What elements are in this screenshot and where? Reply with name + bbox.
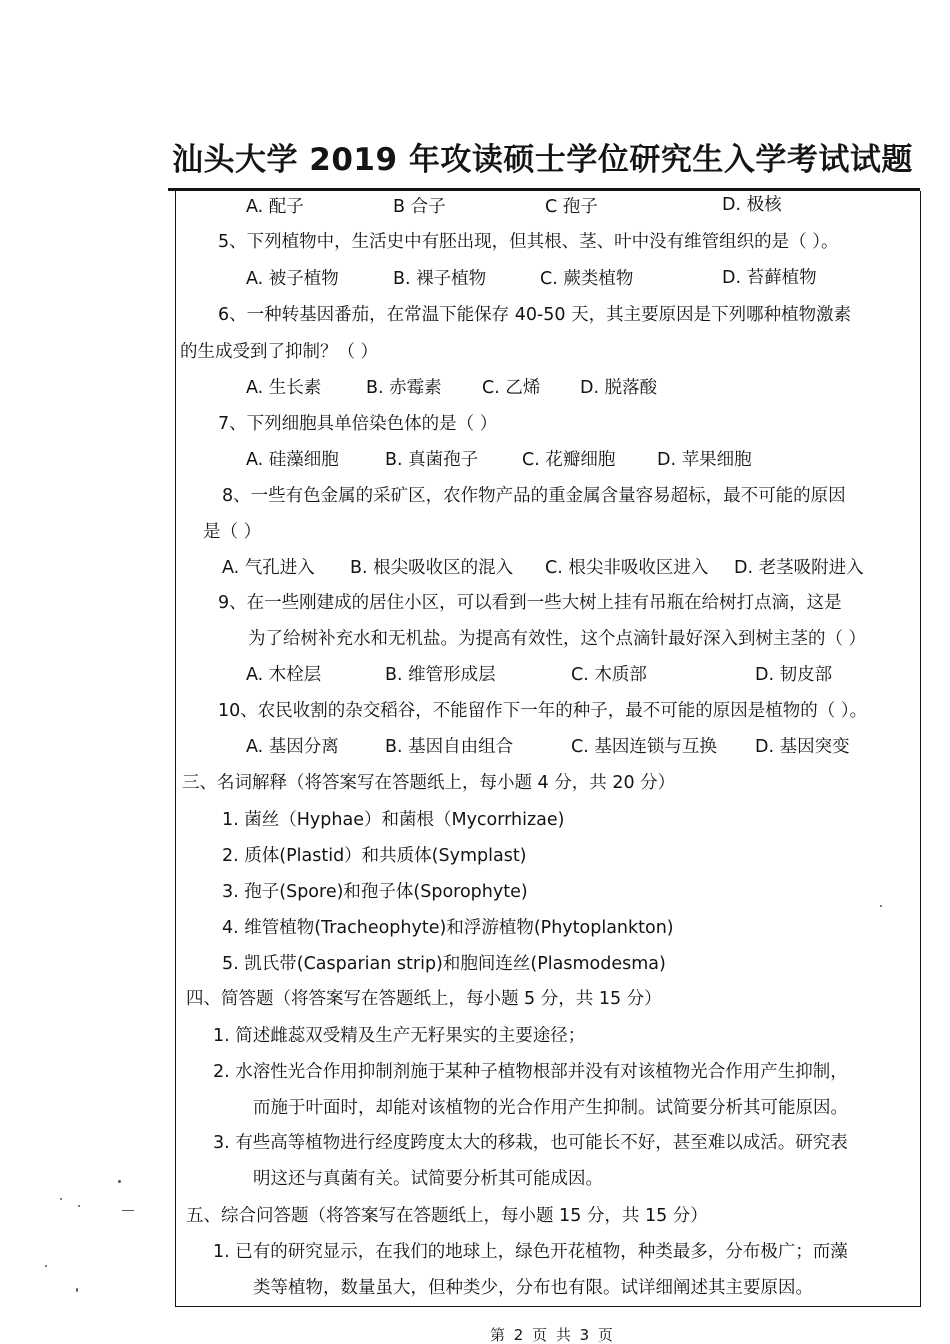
section3-heading: 三、名词解释（将答案写在答题纸上，每小题 4 分，共 20 分）	[182, 773, 676, 793]
q4-option-d: D. 极核	[722, 195, 782, 215]
q7-option-a: A. 硅藻细胞	[246, 450, 339, 470]
section5-item-1-line1: 1. 已有的研究显示，在我们的地球上，绿色开花植物，种类最多，分布极广；而藻	[213, 1242, 848, 1262]
section4-item-3-line2: 明这还与真菌有关。试简要分析其可能成因。	[253, 1169, 603, 1189]
q9-stem-line2: 为了给树补充水和无机盐。为提高有效性，这个点滴针最好深入到树主茎的（ ）	[248, 629, 867, 649]
section4-item-2-line2: 而施于叶面时，却能对该植物的光合作用产生抑制。试简要分析其可能原因。	[253, 1098, 848, 1118]
q9-option-d: D. 韧皮部	[755, 665, 833, 685]
q7-option-d: D. 苹果细胞	[657, 450, 752, 470]
q6-option-d: D. 脱落酸	[580, 378, 658, 398]
q5-option-d: D. 苔藓植物	[722, 268, 817, 288]
q6-stem-line1: 6、一种转基因番茄，在常温下能保存 40-50 天，其主要原因是下列哪种植物激素	[218, 305, 852, 325]
q7-option-b: B. 真菌孢子	[385, 450, 479, 470]
scan-speck	[45, 1265, 47, 1267]
q4-option-a: A. 配子	[246, 197, 304, 217]
q9-option-c: C. 木质部	[571, 665, 647, 685]
section3-item-3: 3. 孢子(Spore)和孢子体(Sporophyte)	[222, 882, 528, 902]
q6-option-a: A. 生长素	[246, 378, 322, 398]
q6-stem-line2: 的生成受到了抑制？（ ）	[180, 342, 379, 362]
q4-option-b: B 合子	[393, 197, 446, 217]
scan-speck	[60, 1198, 62, 1200]
q8-option-d: D. 老茎吸附进入	[734, 558, 864, 578]
q8-option-b: B. 根尖吸收区的混入	[350, 558, 514, 578]
q5-option-c: C. 蕨类植物	[540, 269, 634, 289]
q10-option-a: A. 基因分离	[246, 737, 339, 757]
scan-speck	[122, 1210, 134, 1211]
section4-heading: 四、简答题（将答案写在答题纸上，每小题 5 分，共 15 分）	[186, 989, 662, 1009]
scan-speck	[880, 905, 882, 907]
section5-heading: 五、综合问答题（将答案写在答题纸上，每小题 15 分，共 15 分）	[186, 1206, 708, 1226]
q7-stem: 7、下列细胞具单倍染色体的是（ ）	[218, 414, 498, 434]
q7-option-c: C. 花瓣细胞	[522, 450, 616, 470]
scan-speck	[78, 1205, 80, 1207]
q9-option-a: A. 木栓层	[246, 665, 322, 685]
section3-item-2: 2. 质体(Plastid）和共质体(Symplast)	[222, 846, 527, 866]
q8-stem-line1: 8、一些有色金属的采矿区，农作物产品的重金属含量容易超标，最不可能的原因	[222, 486, 846, 506]
section3-item-1: 1. 菌丝（Hyphae）和菌根（Mycorrhizae)	[222, 810, 565, 830]
q9-stem-line1: 9、在一些刚建成的居住小区，可以看到一些大树上挂有吊瓶在给树打点滴，这是	[218, 593, 842, 613]
q8-option-a: A. 气孔进入	[222, 558, 315, 578]
q4-option-c: C 孢子	[545, 197, 598, 217]
q6-option-c: C. 乙烯	[482, 378, 541, 398]
q6-option-b: B. 赤霉素	[366, 378, 442, 398]
section3-item-4: 4. 维管植物(Tracheophyte)和浮游植物(Phytoplankton)	[222, 918, 674, 938]
q5-stem: 5、下列植物中，生活史中有胚出现，但其根、茎、叶中没有维管组织的是（ ）。	[218, 232, 839, 252]
section4-item-2-line1: 2. 水溶性光合作用抑制剂施于某种子植物根部并没有对该植物光合作用产生抑制，	[213, 1062, 848, 1082]
q10-option-d: D. 基因突变	[755, 737, 850, 757]
page-number-footer: 第 2 页 共 3 页	[490, 1326, 615, 1344]
section4-item-1: 1. 简述雌蕊双受精及生产无籽果实的主要途径；	[213, 1026, 586, 1046]
section4-item-3-line1: 3. 有些高等植物进行经度跨度太大的移栽，也可能长不好，甚至难以成活。研究表	[213, 1133, 848, 1153]
q10-option-c: C. 基因连锁与互换	[571, 737, 717, 757]
page-title: 汕头大学 2019 年攻读硕士学位研究生入学考试试题	[172, 142, 913, 178]
q8-option-c: C. 根尖非吸收区进入	[545, 558, 709, 578]
scan-speck	[118, 1180, 121, 1183]
q5-option-a: A. 被子植物	[246, 269, 339, 289]
q9-option-b: B. 维管形成层	[385, 665, 496, 685]
q8-stem-line2: 是（ ）	[203, 522, 262, 542]
section3-item-5: 5. 凯氏带(Casparian strip)和胞间连丝(Plasmodesma)	[222, 954, 666, 974]
section5-item-1-line2: 类等植物，数量虽大，但种类少，分布也有限。试详细阐述其主要原因。	[253, 1278, 813, 1298]
q10-stem: 10、农民收割的杂交稻谷，不能留作下一年的种子，最不可能的原因是植物的（ ）。	[218, 701, 868, 721]
q5-option-b: B. 裸子植物	[393, 269, 487, 289]
scan-speck	[76, 1288, 78, 1292]
q10-option-b: B. 基因自由组合	[385, 737, 514, 757]
